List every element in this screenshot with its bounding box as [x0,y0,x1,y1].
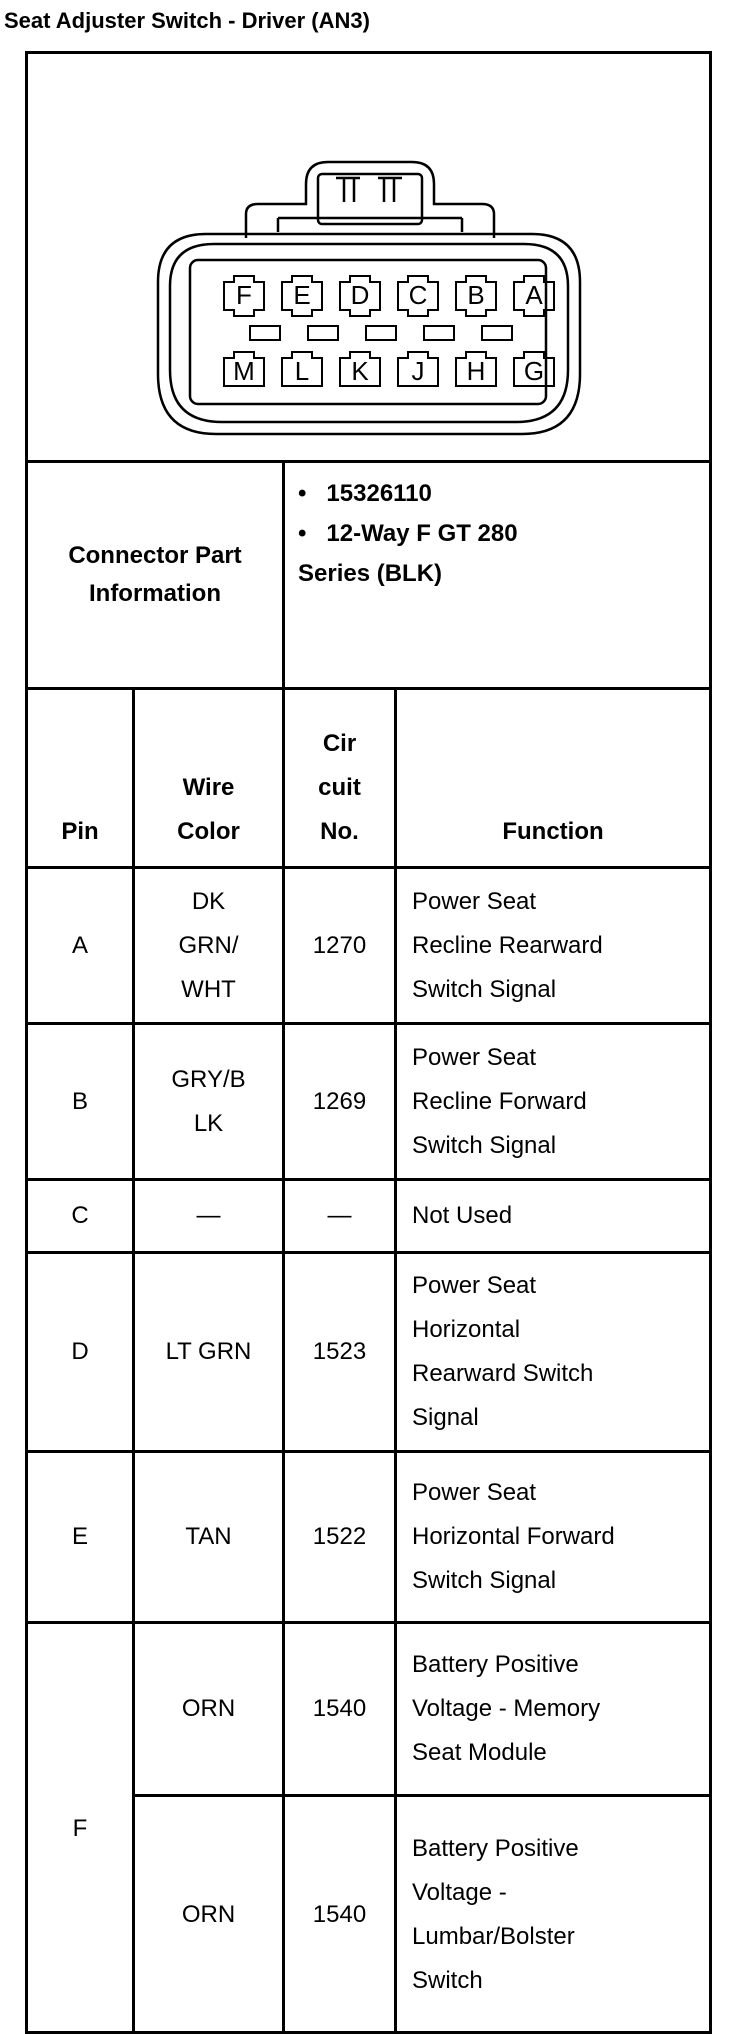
pin-cell: B [71,1087,88,1115]
function-cell [397,1453,709,1621]
function-line: Battery Positive [412,1835,579,1862]
pin-cavity [514,276,554,316]
pin-label: H [466,356,486,386]
part-info-label-line: Connector Part [68,542,242,569]
pin-cell: A [71,931,88,959]
function-line: Recline Forward [412,1087,587,1115]
wire-color-cell [135,1025,282,1178]
pin-row-bottom [224,352,554,386]
pin-separator [250,326,280,340]
circuit-cell: 1522 [312,1523,367,1550]
pin-cavity [282,276,322,316]
header-circuit-no [285,690,394,866]
circuit-cell: — [327,1202,352,1229]
divider [282,460,285,690]
pin-cavity [282,352,322,386]
header-pin [28,690,132,866]
pin-separator [424,326,454,340]
pin-cavity [398,352,438,386]
pin-label: A [525,280,543,310]
circuit-cell: 1269 [312,1087,367,1115]
pin-cavity [456,276,496,316]
wire-color-cell: TAN [185,1523,232,1550]
pin-separator [482,326,512,340]
circuit-cell: 1540 [312,1901,367,1928]
function-line: Power Seat [412,1479,537,1506]
part-info-label-line: Information [88,580,221,607]
function-line: Switch [412,1967,483,1994]
wire-color-line: LK [193,1109,224,1137]
header-wire-line: Wire [182,774,235,801]
pin-label: D [350,280,370,310]
pin-label: F [236,280,252,310]
wire-color-line: DK [191,887,226,915]
function-line: Recline Rearward [412,931,603,959]
wire-color-cell: ORN [181,1901,236,1928]
header-circuit-line: No. [320,818,359,845]
wire-color-line: WHT [181,975,236,1003]
connector-face-diagram [28,54,709,464]
function-line: Rearward Switch [412,1360,594,1387]
wire-color-cell [135,869,282,1022]
header-wire-color [135,690,282,866]
bullet: • [298,480,307,507]
function-line: Horizontal [412,1316,521,1343]
pin-label: G [523,356,545,386]
pin-separator [366,326,396,340]
pin-cell: E [71,1523,88,1550]
function-line: Switch Signal [412,975,557,1003]
pin-label: L [294,356,310,386]
pin-cavity [340,276,380,316]
function-line: Switch Signal [412,1131,557,1159]
pin-cavity [224,352,264,386]
function-line: Battery Positive [412,1651,579,1678]
function-line: Voltage - Memory [412,1695,601,1722]
pin-label: M [233,356,255,386]
function-cell [397,1624,709,1794]
wire-color-cell: LT GRN [165,1338,252,1365]
pin-label: C [408,280,428,310]
pin-label: J [411,356,425,386]
function-line: Power Seat [412,1272,537,1299]
pin-cell: F [72,1815,88,1842]
circuit-cell: 1523 [312,1338,367,1365]
pin-label: E [293,280,311,310]
function-line: Lumbar/Bolster [412,1923,575,1950]
pin-cell: C [71,1202,89,1229]
connector-housing-inner-outline [170,244,568,422]
function-line: Horizontal Forward [412,1523,615,1550]
pin-cell: D [71,1338,89,1365]
pin-row-separators [250,326,512,340]
connector-table [25,51,712,2034]
latch-tab-right [378,178,402,202]
part-info-values [298,474,518,594]
header-function [397,690,709,866]
pin-cavity [340,352,380,386]
bullet: • [298,520,307,547]
latch-tab-left [336,178,360,202]
header-function-text: Function [502,818,604,845]
function-cell: Not Used [412,1202,513,1229]
function-line: Signal [412,1404,479,1431]
pin-cavity [514,352,554,386]
pin-separator [308,326,338,340]
wire-color-cell: — [196,1202,221,1229]
function-line: Switch Signal [412,1567,557,1594]
circuit-cell: 1270 [312,931,367,959]
function-cell [397,1254,709,1450]
part-info-label [28,463,282,687]
header-pin-text: Pin [61,818,99,845]
wire-color-line: GRN/ [178,931,239,959]
function-line: Power Seat [412,887,537,915]
function-line: Power Seat [412,1043,537,1071]
pin-cavity [456,352,496,386]
pin-cavity [398,276,438,316]
function-line: Seat Module [412,1739,547,1766]
header-circuit-line: Cir [322,730,357,757]
page-title: Seat Adjuster Switch - Driver (AN3) [4,8,370,33]
wire-color-line: GRY/B [171,1065,246,1093]
connector-description: 12-Way F GT 280 [326,520,518,547]
latch-window [318,174,422,224]
pin-label: K [351,356,369,386]
function-line: Voltage - [412,1879,507,1906]
circuit-cell: 1540 [312,1695,367,1722]
header-wire-line: Color [177,818,240,845]
wire-color-cell: ORN [181,1695,236,1722]
connector-series: Series (BLK) [298,560,443,587]
pin-label: B [467,280,485,310]
pin-cavity [224,276,264,316]
header-circuit-line: cuit [318,774,361,801]
function-cell [397,1025,709,1178]
function-cell [397,869,709,1022]
function-cell [397,1797,709,2033]
pin-row-top [224,276,554,316]
part-number: 15326110 [326,480,432,507]
